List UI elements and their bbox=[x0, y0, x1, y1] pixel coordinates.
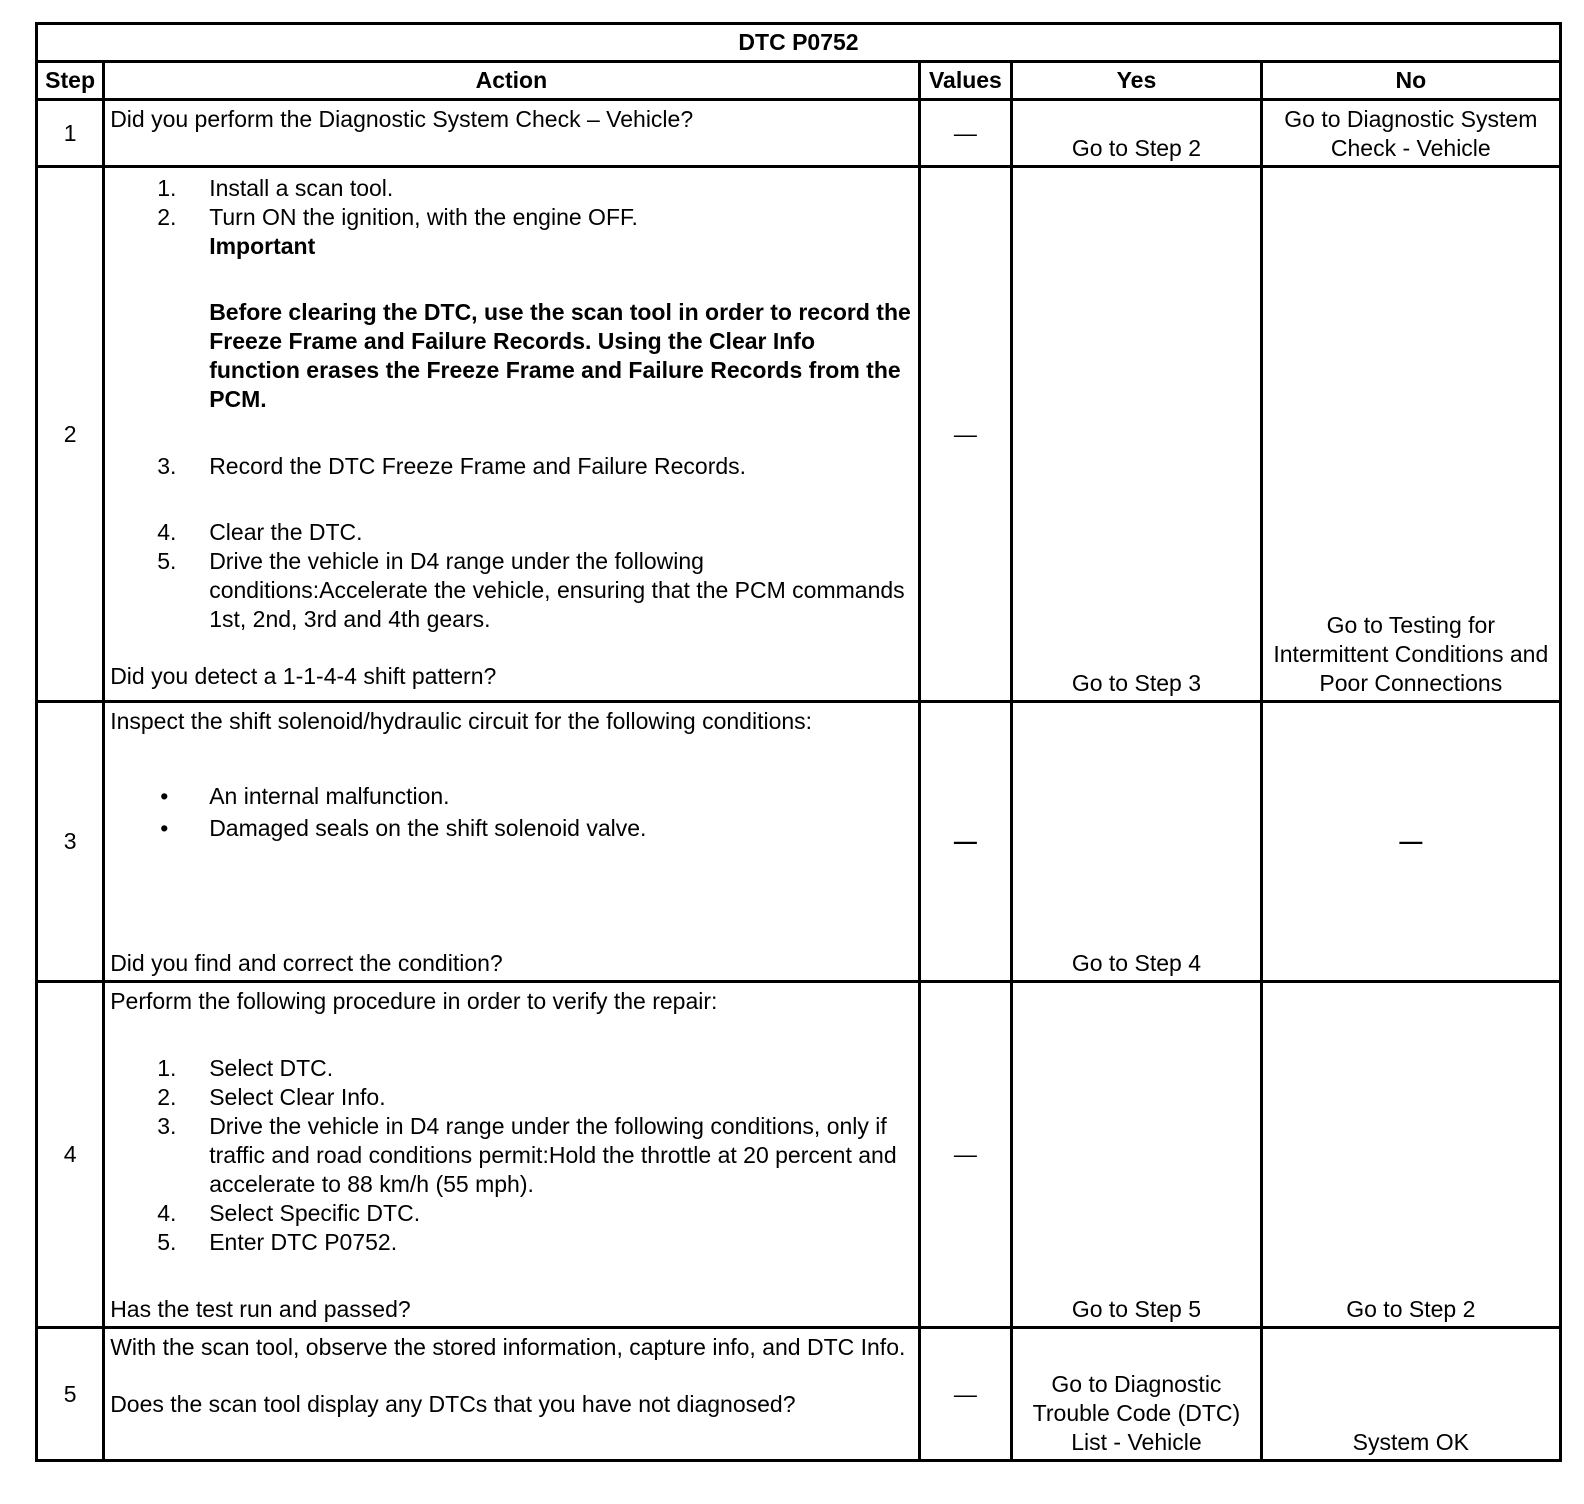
action-question: Did you find and correct the condition? bbox=[110, 950, 503, 976]
step-number: 2 bbox=[37, 167, 104, 702]
list-number: 2. bbox=[157, 204, 177, 230]
table-title-row bbox=[37, 24, 1561, 62]
action-cell bbox=[104, 167, 919, 702]
bullet-icon: • bbox=[160, 783, 169, 809]
list-item bbox=[110, 1199, 911, 1228]
action-intro: Perform the following procedure in order to verify the repair: bbox=[110, 988, 718, 1014]
condition-list bbox=[110, 780, 911, 844]
list-item bbox=[110, 1054, 911, 1083]
table-title: DTC P0752 bbox=[37, 24, 1561, 62]
values-dash: — bbox=[953, 119, 977, 146]
action-cell bbox=[104, 1328, 919, 1461]
list-text: Select Specific DTC. bbox=[209, 1200, 421, 1226]
action-intro: With the scan tool, observe the stored information, capture info, and DTC Info. bbox=[110, 1334, 906, 1360]
list-text: Select DTC. bbox=[209, 1055, 334, 1081]
list-text: Drive the vehicle in D4 range under the following conditions:Accelerate the vehicle, ensuring that the PCM commands 1st, 2nd, 3rd and 4th gears. bbox=[209, 548, 905, 632]
list-text: An internal malfunction. bbox=[209, 783, 450, 809]
values-cell bbox=[919, 982, 1012, 1328]
no-cell: System OK bbox=[1261, 1328, 1560, 1461]
step-number: 4 bbox=[37, 982, 104, 1328]
list-text: Clear the DTC. bbox=[209, 519, 363, 545]
values-cell bbox=[919, 702, 1012, 982]
important-label: Important bbox=[209, 233, 316, 259]
no-cell: Go to Diagnostic System Check - Vehicle bbox=[1261, 100, 1560, 167]
yes-cell: Go to Step 4 bbox=[1012, 702, 1261, 982]
action-question: Did you perform the Diagnostic System Check – Vehicle? bbox=[110, 106, 694, 132]
list-number: 1. bbox=[157, 175, 177, 201]
values-cell bbox=[919, 1328, 1012, 1461]
list-item bbox=[110, 547, 911, 634]
list-item bbox=[110, 452, 911, 481]
action-cell bbox=[104, 702, 919, 982]
action-cell bbox=[104, 982, 919, 1328]
values-dash: — bbox=[953, 1380, 977, 1407]
no-dash: — bbox=[1399, 828, 1423, 854]
values-dash: — bbox=[953, 1141, 977, 1167]
table-row bbox=[37, 100, 1561, 167]
yes-cell: Go to Step 2 bbox=[1012, 100, 1261, 167]
header-yes: Yes bbox=[1012, 62, 1261, 100]
bullet-icon: • bbox=[160, 815, 169, 841]
list-item bbox=[110, 1083, 911, 1112]
list-number: 3. bbox=[157, 453, 177, 479]
procedure-list bbox=[110, 1054, 911, 1257]
list-number: 5. bbox=[157, 1229, 177, 1255]
list-number: 5. bbox=[157, 548, 177, 574]
list-item bbox=[110, 780, 911, 812]
header-step: Step bbox=[37, 62, 104, 100]
list-item bbox=[110, 518, 911, 547]
list-item bbox=[110, 1112, 911, 1199]
action-question: Did you detect a 1-1-4-4 shift pattern? bbox=[110, 663, 497, 689]
procedure-list bbox=[110, 174, 911, 414]
no-cell: Go to Testing for Intermittent Conditions and Poor Connections bbox=[1261, 167, 1560, 702]
list-item bbox=[110, 203, 911, 414]
table-header-row bbox=[37, 62, 1561, 100]
header-no: No bbox=[1261, 62, 1560, 100]
list-item bbox=[110, 812, 911, 844]
step-number: 1 bbox=[37, 100, 104, 167]
table-row bbox=[37, 702, 1561, 982]
list-number: 2. bbox=[157, 1084, 177, 1110]
important-note: Before clearing the DTC, use the scan tool in order to record the Freeze Frame and Failure Records. Using the Clear Info function erases the Freeze Frame and Failure Records from the PCM. bbox=[209, 299, 911, 412]
yes-cell: Go to Step 3 bbox=[1012, 167, 1261, 702]
list-item bbox=[110, 174, 911, 203]
action-question: Does the scan tool display any DTCs that you have not diagnosed? bbox=[110, 1391, 796, 1417]
list-item bbox=[110, 1228, 911, 1257]
step-number: 5 bbox=[37, 1328, 104, 1461]
procedure-list bbox=[110, 452, 911, 481]
values-dash: — bbox=[953, 420, 977, 447]
header-values: Values bbox=[919, 62, 1012, 100]
values-cell bbox=[919, 100, 1012, 167]
header-action: Action bbox=[104, 62, 919, 100]
yes-cell: Go to Step 5 bbox=[1012, 982, 1261, 1328]
action-cell bbox=[104, 100, 919, 167]
list-text: Select Clear Info. bbox=[209, 1084, 386, 1110]
step-number: 3 bbox=[37, 702, 104, 982]
list-number: 1. bbox=[157, 1055, 177, 1081]
list-text: Enter DTC P0752. bbox=[209, 1229, 398, 1255]
list-text: Install a scan tool. bbox=[209, 175, 394, 201]
list-number: 4. bbox=[157, 519, 177, 545]
list-number: 3. bbox=[157, 1113, 177, 1139]
dtc-diagnostic-table bbox=[35, 22, 1562, 1462]
values-dash: — bbox=[953, 828, 977, 854]
table-row bbox=[37, 167, 1561, 702]
list-text: Drive the vehicle in D4 range under the following conditions, only if traffic and road conditions permit:Hold the throttle at 20 percent and accelerate to 88 km/h (55 mph). bbox=[209, 1113, 897, 1197]
list-text: Record the DTC Freeze Frame and Failure Records. bbox=[209, 453, 747, 479]
table-row bbox=[37, 982, 1561, 1328]
list-text: Turn ON the ignition, with the engine OFF. bbox=[209, 204, 638, 230]
no-cell: Go to Step 2 bbox=[1261, 982, 1560, 1328]
table-row bbox=[37, 1328, 1561, 1461]
procedure-list bbox=[110, 518, 911, 634]
action-question: Has the test run and passed? bbox=[110, 1296, 411, 1322]
list-number: 4. bbox=[157, 1200, 177, 1226]
action-intro: Inspect the shift solenoid/hydraulic circuit for the following conditions: bbox=[110, 708, 813, 734]
no-cell bbox=[1261, 702, 1560, 982]
yes-cell: Go to Diagnostic Trouble Code (DTC) List - Vehicle bbox=[1012, 1328, 1261, 1461]
values-cell bbox=[919, 167, 1012, 702]
list-text: Damaged seals on the shift solenoid valve. bbox=[209, 815, 647, 841]
